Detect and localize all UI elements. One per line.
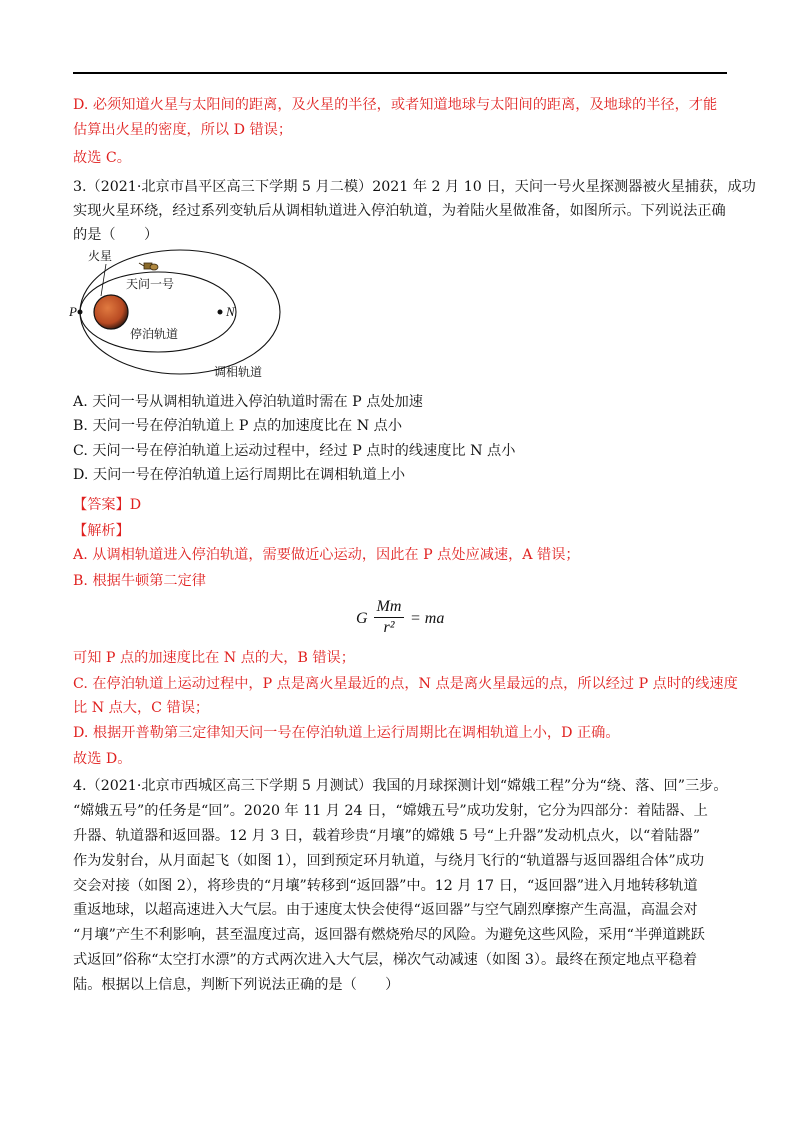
text-line: 3.（2021·北京市昌平区高三下学期 5 月二模）2021 年 2 月 10 日，天问一号火星探测器被火星捕获，成功 <box>73 179 756 195</box>
fraction-bar <box>374 617 404 618</box>
formula-numerator: Mm <box>376 598 402 615</box>
mars-label: 火星 <box>88 249 113 263</box>
text-line: 式返回”俗称“太空打水漂”的方式两次进入大气层，梯次气动减速（如图 3）。最终在预定地点平稳着 <box>73 952 698 968</box>
probe-label: 天问一号 <box>126 277 175 291</box>
text-line: 重返地球，以超高速进入大气层。由于速度太快会使得“返回器”与空气剧烈摩擦产生高温，高温会对 <box>73 902 698 918</box>
point-p <box>78 310 83 315</box>
formula-rhs: = ma <box>410 610 445 627</box>
text-line: A. 从调相轨道进入停泊轨道，需要做近心运动，因此在 P 点处应减速，A 错误； <box>73 547 580 563</box>
text-line: B. 根据牛顿第二定律 <box>73 573 206 589</box>
text-line: 作为发射台，从月面起飞（如图 1），回到预定环月轨道，与绕月飞行的“轨道器与返回器组合体”成功 <box>73 853 705 869</box>
phasing-orbit-label: 调相轨道 <box>214 365 263 379</box>
text-line: 可知 P 点的加速度比在 N 点的大，B 错误； <box>73 650 355 666</box>
text-line: B. 天问一号在停泊轨道上 P 点的加速度比在 N 点小 <box>73 418 403 434</box>
text-line: C. 在停泊轨道上运动过程中，P 点是离火星最近的点，N 点是离火星最远的点，所以经过 P 点时的线速度 <box>73 676 738 692</box>
text-line: “月壤”产生不利影响，甚至温度过高，返回器有燃烧殆尽的风险。为避免这些风险，采用“半弹道跳跃 <box>73 927 705 943</box>
text-line: 实现火星环绕，经过系列变轨后从调相轨道进入停泊轨道，为着陆火星做准备，如图所示。下列说法正确 <box>73 203 726 219</box>
text-line: 升器、轨道器和返回器。12 月 3 日，载着珍贵“月壤”的嫦娥 5 号“上升器”发动机点火，以“着陆器” <box>73 828 701 844</box>
formula-g: G <box>356 610 368 627</box>
text-line: D. 必须知道火星与太阳间的距离，及火星的半径，或者知道地球与太阳间的距离，及地球的半径，才能 <box>73 97 718 113</box>
formula-fraction <box>374 598 404 637</box>
mars-pointer <box>101 264 106 296</box>
orbit-svg <box>68 246 318 386</box>
p-label: P <box>69 304 77 319</box>
text-line: 【答案】D <box>73 497 142 513</box>
text-line: 的是（ ） <box>73 227 159 243</box>
probe-icon <box>139 263 158 270</box>
point-n <box>218 310 223 315</box>
text-line: 【解析】 <box>73 523 130 539</box>
orbit-diagram <box>68 246 318 386</box>
text-line: 故选 D。 <box>73 751 132 767</box>
text-line: D. 天问一号在停泊轨道上运行周期比在调相轨道上小 <box>73 467 406 483</box>
mars-planet <box>94 295 128 329</box>
header-rule <box>73 72 727 74</box>
text-line: 陆。根据以上信息，判断下列说法正确的是（ ） <box>73 977 400 993</box>
text-line: A. 天问一号从调相轨道进入停泊轨道时需在 P 点处加速 <box>73 394 423 410</box>
text-line: 故选 C。 <box>73 150 131 166</box>
n-label: N <box>226 304 235 319</box>
text-line: 4.（2021·北京市西城区高三下学期 5 月测试）我国的月球探测计划“嫦娥工程”分为“绕、落、回”三步。 <box>73 778 728 794</box>
formula-denominator: r² <box>383 619 395 636</box>
text-line: D. 根据开普勒第三定律知天问一号在停泊轨道上运行周期比在调相轨道上小，D 正确。 <box>73 725 620 741</box>
text-line: 比 N 点大，C 错误； <box>73 700 210 716</box>
text-line: 交会对接（如图 2），将珍贵的“月壤”转移到“返回器”中。12 月 17 日，“返回器”进入月地转移轨道 <box>73 878 698 894</box>
parking-orbit-label: 停泊轨道 <box>130 327 179 341</box>
text-line: “嫦娥五号”的任务是“回”。2020 年 11 月 24 日，“嫦娥五号”成功发射，它分为四部分：着陆器、上 <box>73 803 708 819</box>
text-line: 估算出火星的密度，所以 D 错误； <box>73 122 293 138</box>
text-line: C. 天问一号在停泊轨道上运动过程中，经过 P 点时的线速度比 N 点小 <box>73 443 516 459</box>
